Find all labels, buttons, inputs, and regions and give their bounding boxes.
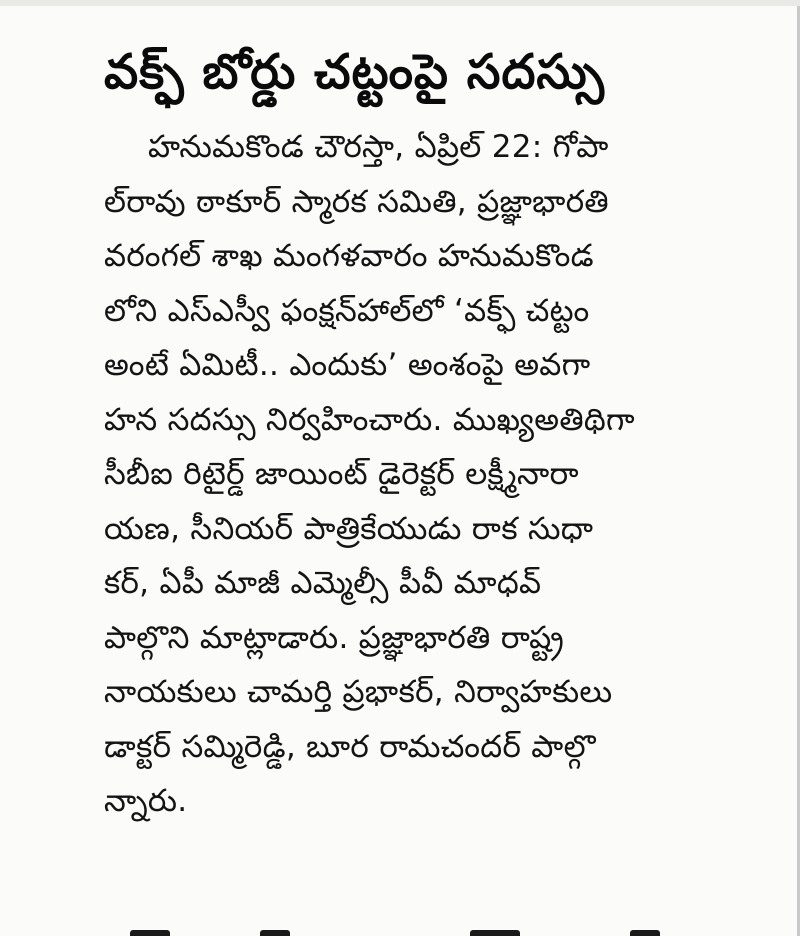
- top-divider: [0, 0, 800, 6]
- article-line: లోని ఎస్ఎస్వీ ఫంక్షన్‌హాల్‌లో ‘వక్ఫ్ చట్టం: [104, 292, 590, 329]
- article-line: అంటే ఏమిటీ.. ఎందుకు’ అంశంపై అవగా: [104, 347, 591, 383]
- article-line: సీబీఐ రిటైర్డ్ జాయింట్ డైరెక్టర్ లక్ష్మీనారా: [104, 456, 579, 492]
- article-line: యణ, సీనియర్ పాత్రికేయుడు రాక సుధా: [104, 510, 594, 547]
- article-line: న్నారు.: [104, 783, 188, 819]
- article-headline: వక్ఫ్ బోర్డు చట్టంపై సదస్సు: [104, 44, 606, 100]
- article-line: నాయకులు చామర్తి ప్రభాకర్, నిర్వాహకులు: [104, 674, 613, 710]
- article-line: హన సదస్సు నిర్వహించారు. ముఖ్యఅతిథిగా: [104, 401, 635, 438]
- article-line: హనుమకొండ చౌరస్తా, ఏప్రిల్ 22: గోపా: [148, 129, 609, 165]
- article-line: డాక్టర్ సమ్మిరెడ్డి, బూర రామచందర్ పాల్గొ: [104, 728, 596, 765]
- article-line: ల్‌రావు ఠాకూర్ స్మారక సమితి, ప్రజ్ఞాభారతి: [104, 183, 609, 220]
- article-line: కర్, ఏపీ మాజీ ఎమ్మెల్సీ పీవీ మాధవ్: [104, 565, 542, 601]
- article-line: వరంగల్ శాఖ మంగళవారం హనుమకొండ: [104, 238, 594, 274]
- cropped-next-line: [0, 926, 800, 936]
- article-line: పాల్గొని మాట్లాడారు. ప్రజ్ఞాభారతి రాష్ట్ర: [104, 619, 565, 656]
- article-body: [104, 120, 748, 829]
